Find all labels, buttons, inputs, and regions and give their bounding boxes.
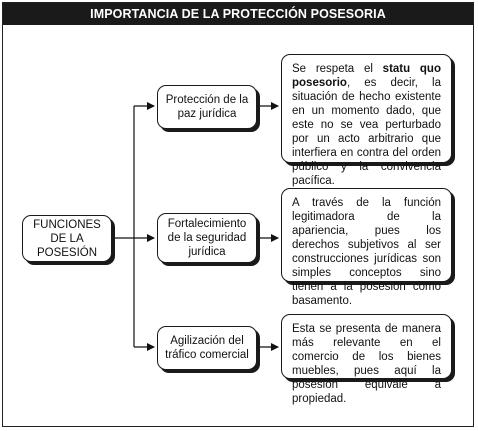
function-label: Fortalecimiento de la seguridad jurídica [167, 218, 247, 258]
description-text: Esta se presenta de manera más relevante en el comercio de los bienes muebles, pues aquí la posesión equivale a propiedad. [292, 323, 441, 405]
root-node [22, 215, 112, 262]
root-node-label: FUNCIONES DE LA POSESIÓN [33, 218, 101, 259]
function-label: Protección de la paz jurídica [165, 94, 249, 120]
description-text-pre: Se respeta el [292, 63, 383, 75]
function-node-2 [157, 213, 257, 263]
description-node-3 [281, 314, 452, 405]
description-node-2 [281, 188, 452, 307]
function-label: Agilización del tráfico comercial [165, 335, 249, 361]
diagram-title: IMPORTANCIA DE LA PROTECCIÓN POSESORIA [3, 3, 473, 25]
function-node-1 [157, 85, 257, 129]
description-node-1 [281, 54, 452, 187]
description-text-bold: statu quo posesorio [292, 63, 441, 89]
description-text-post: , es decir, la situación de hecho existente en un momento dado, que este no se vea perturbado por un acto arbitrario que interfiera en contra del orden público y la convivencia pacífica. [292, 77, 441, 187]
description-text: A través de la función legitimadora de la apariencia, pues los derechos subjetivos al ser construcciones jurídicas son simples conceptos sino tienen a la posesión como basamento. [292, 197, 441, 307]
function-node-3 [157, 326, 257, 370]
